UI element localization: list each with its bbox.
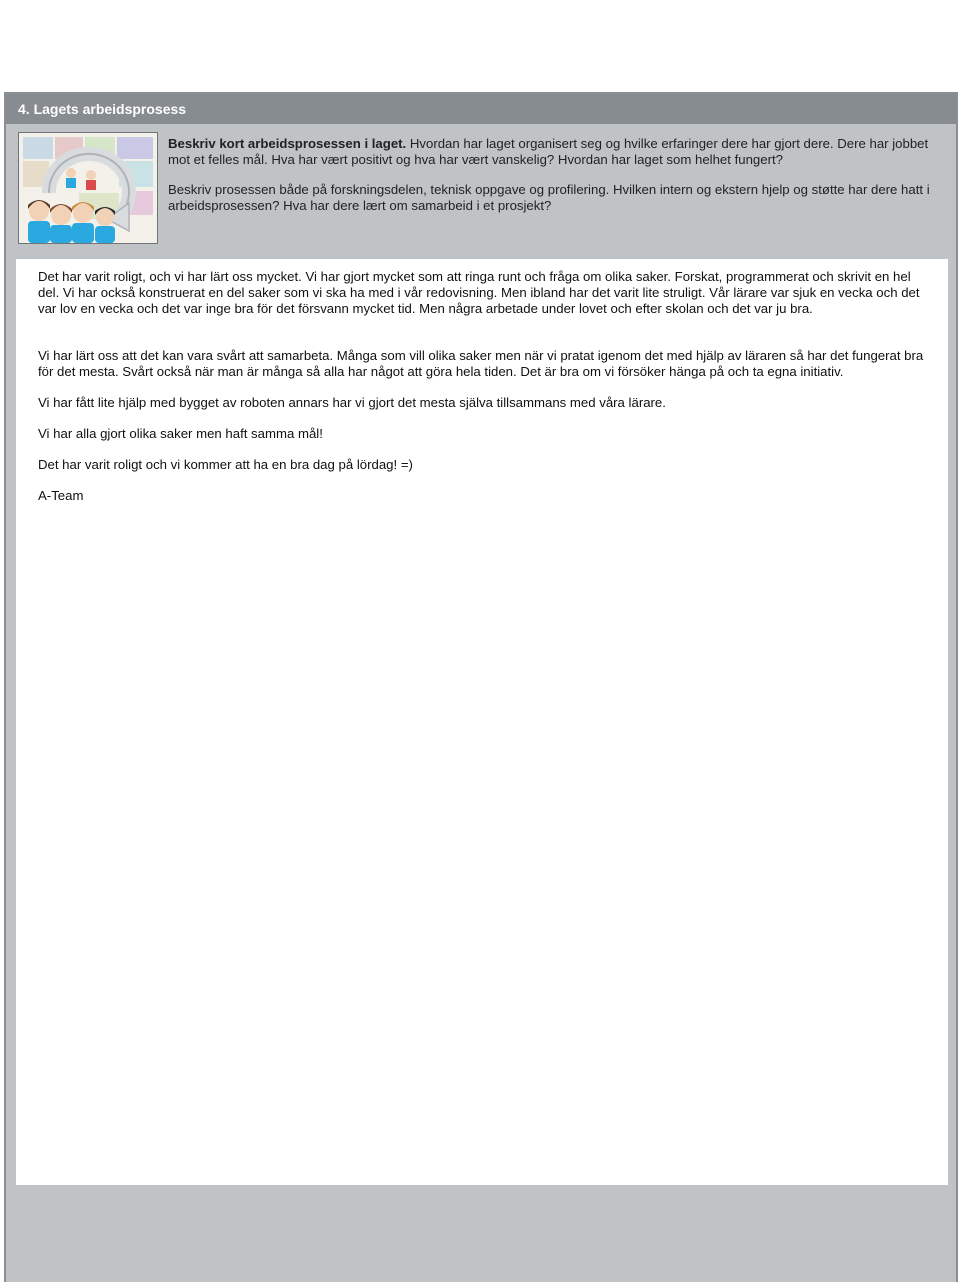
prompt-paragraph-2: Beskriv prosessen både på forskningsdelen, teknisk oppgave og profilering. Hvilken intern og ekstern hjelp og støtte har dere hatt i arbeidsprosessen? Hva har dere lært om samarbeid i et prosjekt? (168, 182, 930, 213)
prompt-paragraph-1 (168, 136, 948, 168)
section-panel (4, 92, 958, 1282)
prompt-lead: Beskriv kort arbeidsprosessen i laget. (168, 136, 407, 151)
answer-paragraph: Vi har alla gjort olika saker men haft samma mål! (38, 426, 323, 441)
question-prompt (168, 136, 948, 214)
answer-text-area (16, 259, 948, 1185)
answer-paragraph: Vi har lärt oss att det kan vara svårt att samarbeta. Många som vill olika saker men när vi pratat igenom det med hjälp av läraren så har det fungerat bra för det mesta. Svårt också när man är många så alla har något att göra hela tiden. Det är bra om vi försöker hänga på och ta egna initiativ. (38, 348, 924, 379)
answer-paragraph: Vi har fått lite hjälp med bygget av roboten annars har vi gjort det mesta själva tillsammans med våra lärare. (38, 395, 666, 410)
prompt-lead-rest: Hvordan har laget organisert seg og hvilke erfaringer dere har gjort dere. Dere har jobbet mot et felles mål. Hva har vært positivt og hva har vært vanskelig? Hvordan har laget som helhet fungert? (168, 136, 929, 167)
answer-paragraph: Det har varit roligt och vi kommer att ha en bra dag på lördag! =) (38, 457, 413, 472)
answer-paragraph: Det har varit roligt, och vi har lärt oss mycket. Vi har gjort mycket som att ringa runt och fråga om olika saker. Forskat, programmerat och skrivit en hel del. Vi har också konstruerat en del saker som vi ska ha med i vår redovisning. Men ibland har det varit lite struligt. Vår lärare var sjuk en vecka och det var lov en vecka och det var inge bra för det försvann mycket tid. Men några arbetade under lovet och efter skolan och det var ju bra. (38, 269, 920, 316)
team-process-illustration (18, 132, 158, 244)
section-title: 4. Lagets arbeidsprosess (6, 94, 956, 124)
answer-signature: A-Team (38, 488, 84, 503)
